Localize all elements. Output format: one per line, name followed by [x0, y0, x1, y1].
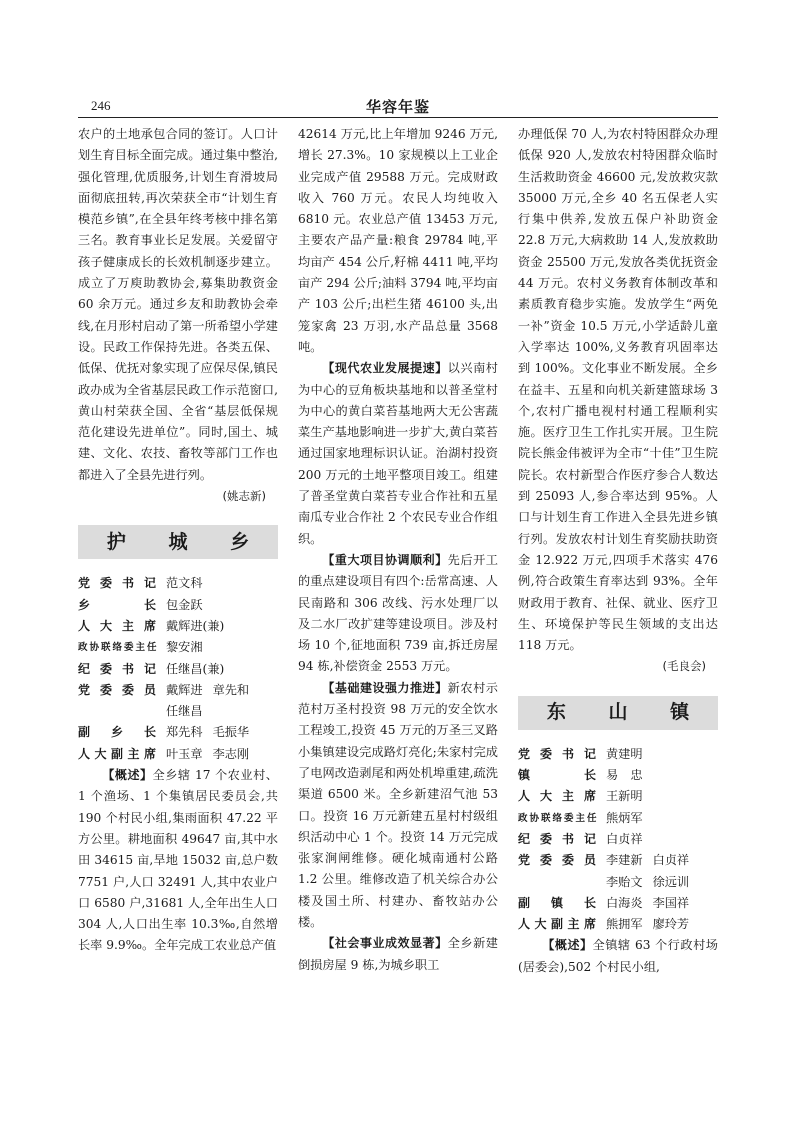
roster-row [518, 893, 718, 914]
official-name: 易 忠 [606, 768, 643, 783]
page-number: 246 [91, 98, 111, 113]
official-name: 戴辉进(兼) [166, 618, 225, 633]
official-name: 叶玉章 [166, 746, 203, 761]
roster-continuation [518, 872, 718, 893]
official-name: 熊拥军 [606, 917, 643, 932]
paragraph [298, 550, 498, 678]
roster-row [78, 616, 278, 637]
paragraph-text: 先后开工的重点建设项目有四个:岳常高速、人民南路和 306 改线、污水处理厂以及二水厂改扩建等建设项目。涉及村场 10 个,征地面积 739 亩,拆迁房屋 94 栋,补偿资金 2553 万元。 [298, 552, 498, 674]
official-names [606, 893, 718, 914]
roster-row [78, 744, 278, 765]
official-names [606, 765, 718, 786]
official-name: 李建新 [606, 853, 643, 868]
author-signature: (毛良会) [662, 659, 706, 674]
paragraph [518, 935, 718, 978]
official-names [166, 637, 278, 658]
official-name: 章先和 [212, 682, 250, 697]
official-role: 人大副主席 [518, 917, 596, 932]
official-role: 党委书记 [518, 746, 596, 761]
official-role: 乡 长 [78, 597, 156, 612]
paragraph: 办理低保 70 人,为农村特困群众办理低保 920 人,发放农村特困群众临时生活救助资金 46600 元,发放救灾款 35000 万元,全乡 40 名五保老人实行集中供养,发放五保户补助资金 22.8 万元,大病救助 14 人,发放救助资金 25500 万元,发放各类优抚资金 44 万元。农村义务教育体制改革和素质教育稳步实施。发放学生“两免一补”资金 10.5 万元,小学适龄儿童入学率达 100%,义务教育巩固率达到 100%。文化事业不断发展。全乡在益丰、五星和向机关新建篮球场 3 个,农村广播电视村村通工程顺利实施。医疗卫生工作扎实开展。卫生院院长熊金伟被评为全市“十佳”卫生院院长。农村新型合作医疗参合人数达到 25093 人,参合率达到 95%。人口与计划生育工作进入全县先进乡镇行列。发放农村计划生育奖励扶助资金 12.922 万元,四项手术落实 476 例,符合政策生育率达到 93%。全年财政用于教育、社保、就业、医疗卫生、环境保护等民生领域的支出达 118 万元。 [518, 127, 718, 653]
official-names [166, 573, 278, 594]
official-role: 党委书记 [78, 576, 156, 591]
section-tag: 【基础建设强力推进】 [322, 680, 448, 695]
official-role: 人大主席 [78, 618, 156, 633]
official-names [166, 680, 278, 701]
official-role: 党委委员 [78, 682, 156, 697]
roster-row [518, 808, 718, 829]
official-role: 政协联络委主任 [518, 812, 596, 824]
roster-row [78, 595, 278, 616]
paragraph [298, 358, 498, 550]
official-name: 王新明 [606, 789, 643, 804]
official-names [166, 595, 278, 616]
official-role: 纪委书记 [78, 661, 156, 676]
official-name: 任继昌(兼) [166, 661, 225, 676]
roster-row [518, 765, 718, 786]
roster-row [78, 573, 278, 594]
official-role: 副 镇 长 [518, 895, 596, 910]
roster-row [78, 722, 278, 743]
overview-text: 全乡辖 17 个农业村、1 个渔场、1 个集镇居民委员会,共 190 个村民小组,集雨面积 47.22 平方公里。耕地面积 49647 亩,其中水田 34615 亩,旱地 15032 亩,总户数 7751 户,人口 32491 人,其中农业户口 6580 户,31681 人,全年出生人口 304 人,人口出生率 10.3‰,自然增长率 9.9‰。全年完成工农业总产值 [78, 768, 278, 953]
official-names [606, 786, 718, 807]
official-role: 政协联络委主任 [78, 642, 156, 654]
official-name: 白贞祥 [606, 831, 643, 846]
roster-row [518, 829, 718, 850]
official-role: 党委委员 [518, 853, 596, 868]
official-name: 熊炳军 [606, 810, 643, 825]
official-role: 人大主席 [518, 789, 596, 804]
official-names [606, 744, 718, 765]
official-role: 人大副主席 [78, 746, 156, 761]
paragraph-text: 以兴南村为中心的豆角板块基地和以普圣堂村为中心的黄白菜苔基地两大无公害蔬菜生产基地影响进一步扩大,黄白菜苔通过国家地理标识认证。治湖村投资 200 万元的土地平整项目竣工。组建了普圣堂黄白菜苔专业合作社和五星南瓜专业合作社 2 个农民专业合作组织。 [298, 361, 498, 546]
paragraph: 农户的土地承包合同的签订。人口计划生育目标全面完成。通过集中整治,强化管理,优质服务,计划生育滑坡局面彻底扭转,再次荣获全市“计划生育模范乡镇”,在全县年终考核中排名第三名。教育事业长足发展。关爱留守孩子健康成长的长效机制逐步建立。成立了万庾助教协会,募集助教资金 60 余万元。通过乡友和助教协会牵线,在月形村启动了第一所希望小学建设。民政工作保持先进。各类五保、低保、优抚对象实现了应保尽保,镇民政办成为全省基层民政工作示范窗口,黄山村荣获全国、全省“基层低保规范化建设先进单位”。同时,国土、城建、文化、农技、畜牧等部门工作也都进入了全县先进行列。 [78, 127, 278, 482]
section-tag: 【社会事业成效显著】 [322, 936, 448, 951]
official-names [606, 808, 718, 829]
roster-continuation [78, 701, 278, 722]
official-name: 白贞祥 [652, 853, 690, 868]
official-names [166, 744, 278, 765]
official-name: 范文科 [166, 576, 203, 591]
column-1 [78, 124, 278, 957]
roster-row [518, 744, 718, 765]
column-2 [298, 124, 498, 976]
page-header [78, 96, 718, 118]
paragraph-text: 全乡新建倒损房屋 9 栋,为城乡职工 [298, 936, 498, 972]
section-title-box [518, 696, 718, 730]
section-tag: 【现代农业发展提速】 [322, 361, 448, 376]
official-name: 戴辉进 [166, 682, 203, 697]
section-tag: 【概述】 [102, 768, 153, 783]
roster-row [518, 786, 718, 807]
official-name: 黄建明 [606, 746, 643, 761]
official-name: 黎安湘 [166, 640, 203, 655]
paragraph-text: 新农村示范村万圣村投资 98 万元的安全饮水工程竣工,投资 45 万元的万圣三叉路小集镇建设完成路灯亮化;朱家村完成了电网改造剥尾和两处机埠重建,疏洗渠道 6500 米。全乡新建沼气池 53 口。投资 16 万元新建五星村村级组织活动中心 1 个。投资 14 万元完成张家涧闸维修。硬化城南通村公路 1.2 公里。维修改造了机关综合办公楼及国土所、村建办、畜牧站办公楼。 [298, 680, 498, 929]
official-role: 副 乡 长 [78, 725, 156, 740]
official-role: 纪委书记 [518, 831, 596, 846]
official-names [166, 722, 278, 743]
paragraph [298, 933, 498, 976]
officials-roster [78, 573, 278, 765]
roster-row [78, 637, 278, 658]
official-role: 镇 长 [518, 768, 596, 783]
paragraph [298, 678, 498, 934]
official-names [606, 850, 718, 871]
official-names [166, 659, 278, 680]
column-3 [518, 124, 718, 978]
section-title: 东 山 镇 [546, 701, 708, 724]
official-name: 李国祥 [652, 895, 690, 910]
official-names [606, 829, 718, 850]
roster-row [518, 850, 718, 871]
roster-row [518, 914, 718, 935]
official-name: 任继昌 [166, 704, 203, 719]
author-signature: (姚志新) [222, 489, 266, 504]
official-name: 徐远训 [652, 874, 690, 889]
official-name: 郑先科 [166, 725, 203, 740]
section-title: 护 城 乡 [106, 530, 268, 553]
official-name: 白海炎 [606, 895, 643, 910]
section-tag: 【重大项目协调顺利】 [322, 552, 448, 567]
official-names [166, 616, 278, 637]
official-name: 李贻文 [606, 874, 643, 889]
official-name: 廖玲芳 [652, 917, 690, 932]
officials-roster [518, 744, 718, 936]
official-names [606, 914, 718, 935]
header-rule [78, 117, 718, 118]
roster-row [78, 680, 278, 701]
roster-row [78, 659, 278, 680]
book-title: 华容年鉴 [365, 98, 430, 116]
paragraph: 42614 万元,比上年增加 9246 万元,增长 27.3%。10 家规模以上工业企业完成产值 29588 万元。完成财政收入 760 万元。农民人均纯收入 6810 元。农业总产值 13453 万元,主要农产品产量:粮食 29784 吨,平均亩产 454 公斤,籽棉 4411 吨,平均亩产 294 公斤;油料 3794 吨,平均亩产 103 公斤;出栏生猪 46100 头,出笼家禽 23 万羽,水产品总量 3568 吨。 [298, 127, 498, 354]
paragraph [78, 765, 278, 957]
official-name: 包金跃 [166, 597, 203, 612]
official-name: 李志刚 [212, 746, 250, 761]
official-name: 毛振华 [212, 725, 250, 740]
overview-text: 全镇辖 63 个行政村场(居委会),502 个村民小组, [518, 938, 718, 974]
section-title-box [78, 525, 278, 559]
section-tag: 【概述】 [542, 938, 593, 953]
